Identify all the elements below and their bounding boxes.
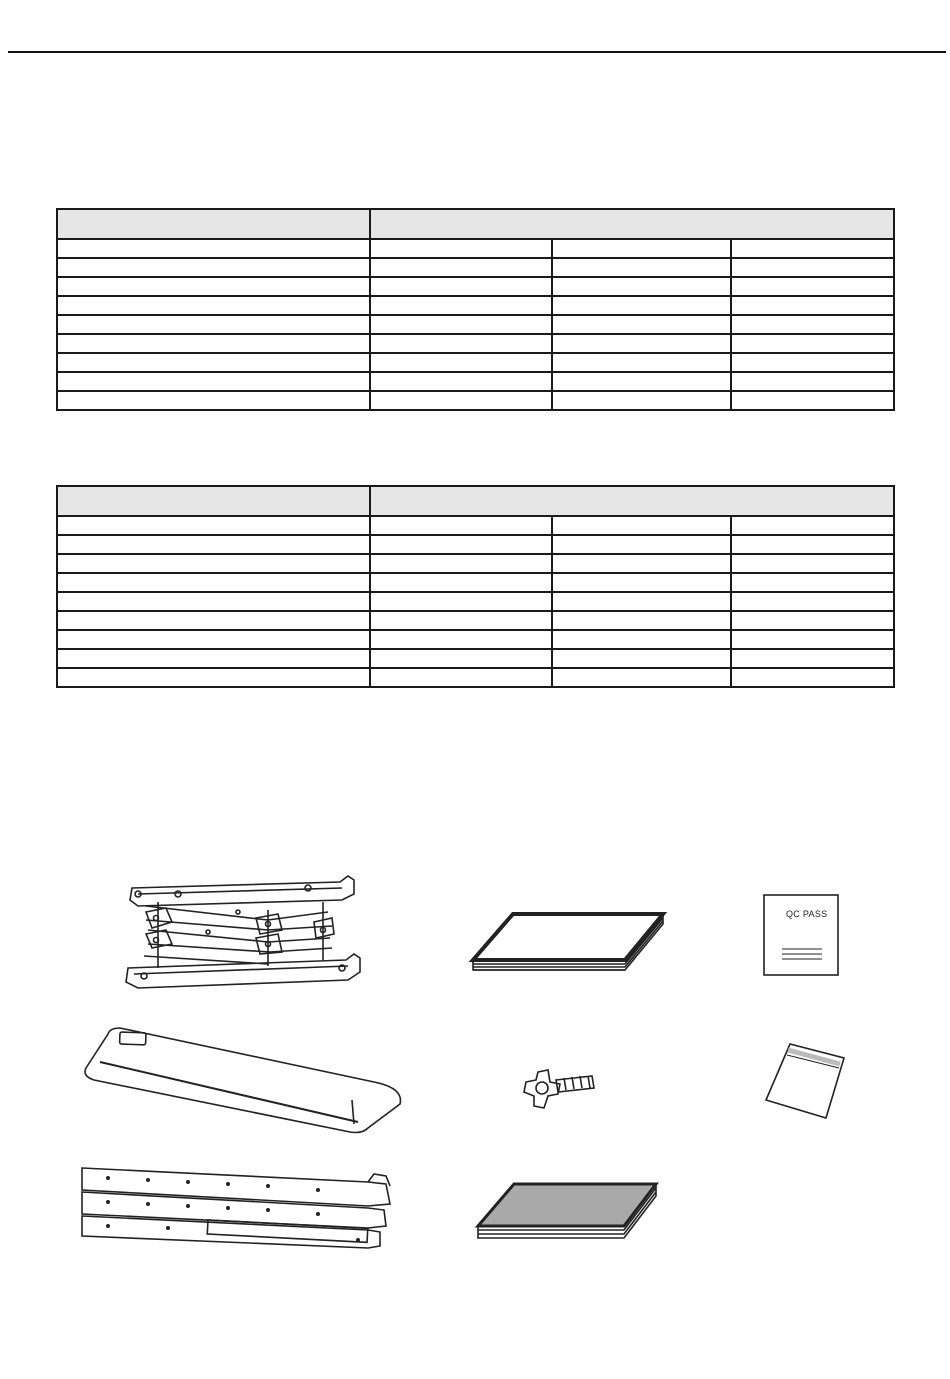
table-row — [57, 592, 894, 611]
header-cell-spec — [370, 209, 894, 239]
table-row — [57, 611, 894, 630]
knob-screw-image — [520, 1062, 602, 1128]
table-row — [57, 334, 894, 353]
table-row — [57, 630, 894, 649]
table-row — [57, 668, 894, 687]
table-row — [57, 391, 894, 410]
table-row — [57, 296, 894, 315]
folding-bracket-image — [118, 872, 366, 997]
manual-booklet-image — [465, 908, 670, 978]
qc-pass-label: QC PASS — [786, 909, 828, 919]
pad-stack-image — [470, 1180, 670, 1248]
table-row — [57, 372, 894, 391]
table-row — [57, 554, 894, 573]
table-header-row — [57, 209, 894, 239]
spec-table-1 — [56, 208, 895, 411]
rail-assembly-image — [68, 1156, 396, 1256]
table-row — [57, 573, 894, 592]
table-row — [57, 239, 894, 258]
table-row — [57, 258, 894, 277]
table-row — [57, 649, 894, 668]
header-cell-spec — [370, 486, 894, 516]
spec-table-2 — [56, 485, 895, 688]
table-row — [57, 516, 894, 535]
table-row — [57, 535, 894, 554]
header-cell-name — [57, 209, 370, 239]
table-row — [57, 353, 894, 372]
table-row — [57, 277, 894, 296]
header-rule — [8, 51, 946, 53]
tray-panel-image — [74, 1020, 410, 1142]
table-row — [57, 315, 894, 334]
header-cell-name — [57, 486, 370, 516]
table-header-row — [57, 486, 894, 516]
qc-pass-certificate-image — [762, 893, 840, 977]
zip-bag-image — [760, 1038, 850, 1128]
